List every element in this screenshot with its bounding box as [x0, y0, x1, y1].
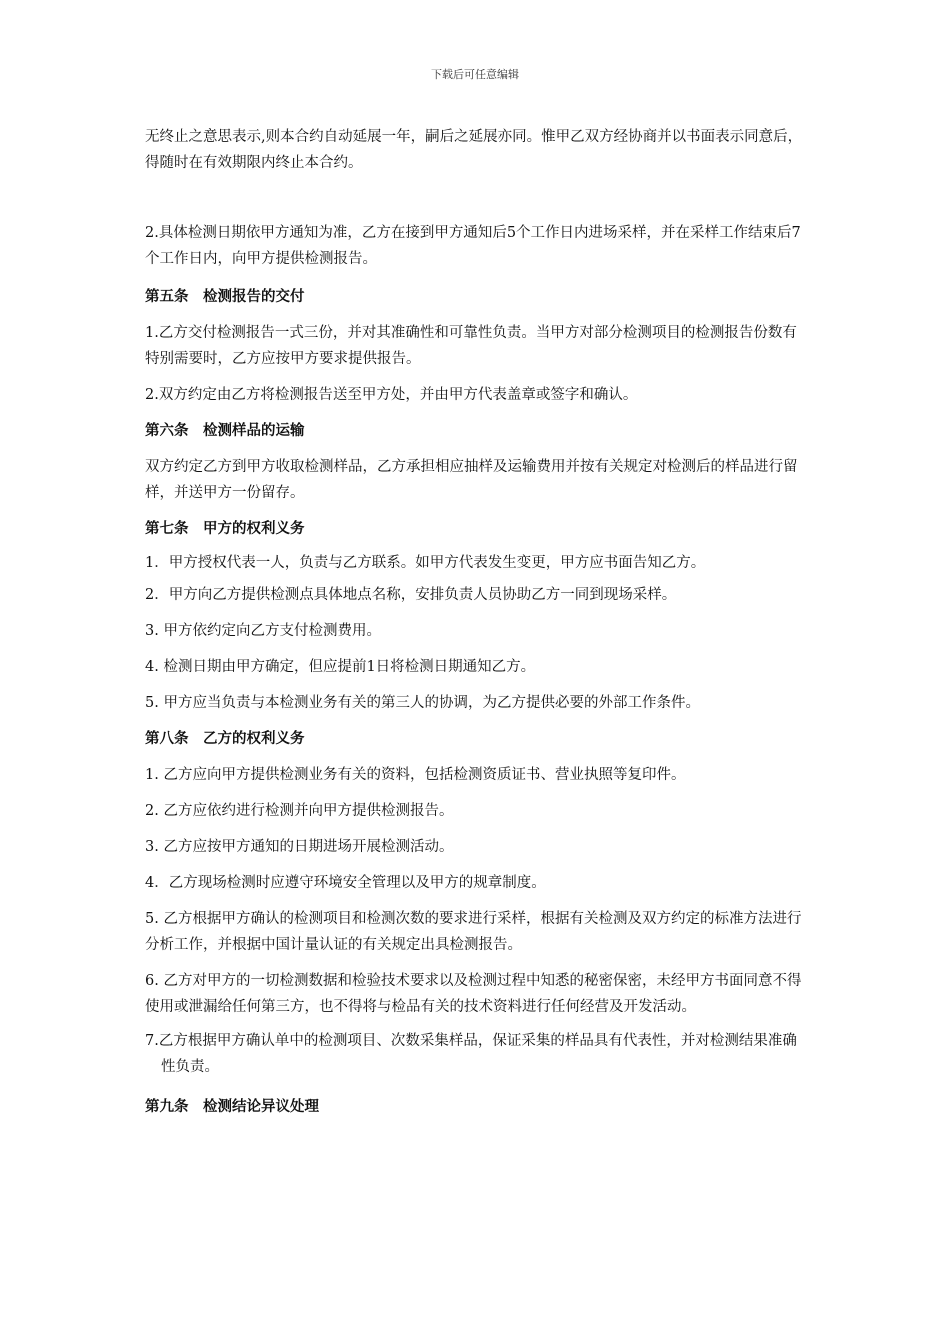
paragraph-8-1: 1. 乙方应向甲方提供检测业务有关的资料，包括检测资质证书、营业执照等复印件。: [145, 767, 686, 783]
paragraph-extension-clause: 无终止之意思表示,则本合约自动延展一年，嗣后之延展亦同。惟甲乙双方经协商并以书面表示同意后，得随时在有效期限内终止本合约。: [145, 129, 803, 171]
paragraph-8-6: 6. 乙方对甲方的一切检测数据和检验技术要求以及检测过程中知悉的秘密保密，未经甲方书面同意不得使用或泄漏给任何第三方，也不得将与检品有关的技术资料进行任何经营及开发活动。: [145, 973, 802, 1015]
paragraph-8-4: 4．乙方现场检测时应遵守环境安全管理以及甲方的规章制度。: [145, 875, 546, 891]
paragraph-5-2: 2.双方约定由乙方将检测报告送至甲方处，并由甲方代表盖章或签字和确认。: [145, 387, 638, 403]
paragraph-8-5: 5. 乙方根据甲方确认的检测项目和检测次数的要求进行采样，根据有关检测及双方约定的标准方法进行分析工作，并根据中国计量认证的有关规定出具检测报告。: [145, 911, 802, 953]
heading-article-7: 第七条 甲方的权利义务: [145, 521, 305, 537]
paragraph-test-date: 2.具体检测日期依甲方通知为准，乙方在接到甲方通知后5个工作日内进场采样，并在采样工作结束后7个工作日内，向甲方提供检测报告。: [145, 225, 801, 267]
paragraph-7-1: 1．甲方授权代表一人，负责与乙方联系。如甲方代表发生变更，甲方应书面告知乙方。: [145, 555, 706, 571]
paragraph-7-5: 5. 甲方应当负责与本检测业务有关的第三人的协调，为乙方提供必要的外部工作条件。: [145, 695, 700, 711]
paragraph-6: 双方约定乙方到甲方收取检测样品，乙方承担相应抽样及运输费用并按有关规定对检测后的样品进行留样，并送甲方一份留存。: [145, 459, 798, 501]
paragraph-8-7: 7.乙方根据甲方确认单中的检测项目、次数采集样品，保证采集的样品具有代表性，并对检测结果准确性负责。: [145, 1033, 797, 1075]
paragraph-8-2: 2. 乙方应依约进行检测并向甲方提供检测报告。: [145, 803, 454, 819]
heading-article-9: 第九条 检测结论异议处理: [145, 1099, 319, 1115]
document-body: [145, 124, 807, 1120]
page-header: 下载后可任意编辑: [431, 68, 519, 81]
heading-article-6: 第六条 检测样品的运输: [145, 423, 305, 439]
paragraph-7-2: 2．甲方向乙方提供检测点具体地点名称，安排负责人员协助乙方一同到现场采样。: [145, 587, 677, 603]
paragraph-5-1: 1.乙方交付检测报告一式三份，并对其准确性和可靠性负责。当甲方对部分检测项目的检测报告份数有特别需要时，乙方应按甲方要求提供报告。: [145, 325, 797, 367]
heading-article-8: 第八条 乙方的权利义务: [145, 731, 305, 747]
heading-article-5: 第五条 检测报告的交付: [145, 289, 305, 305]
paragraph-7-4: 4. 检测日期由甲方确定，但应提前1日将检测日期通知乙方。: [145, 659, 536, 675]
paragraph-7-3: 3. 甲方依约定向乙方支付检测费用。: [145, 623, 381, 639]
paragraph-8-3: 3. 乙方应按甲方通知的日期进场开展检测活动。: [145, 839, 454, 855]
